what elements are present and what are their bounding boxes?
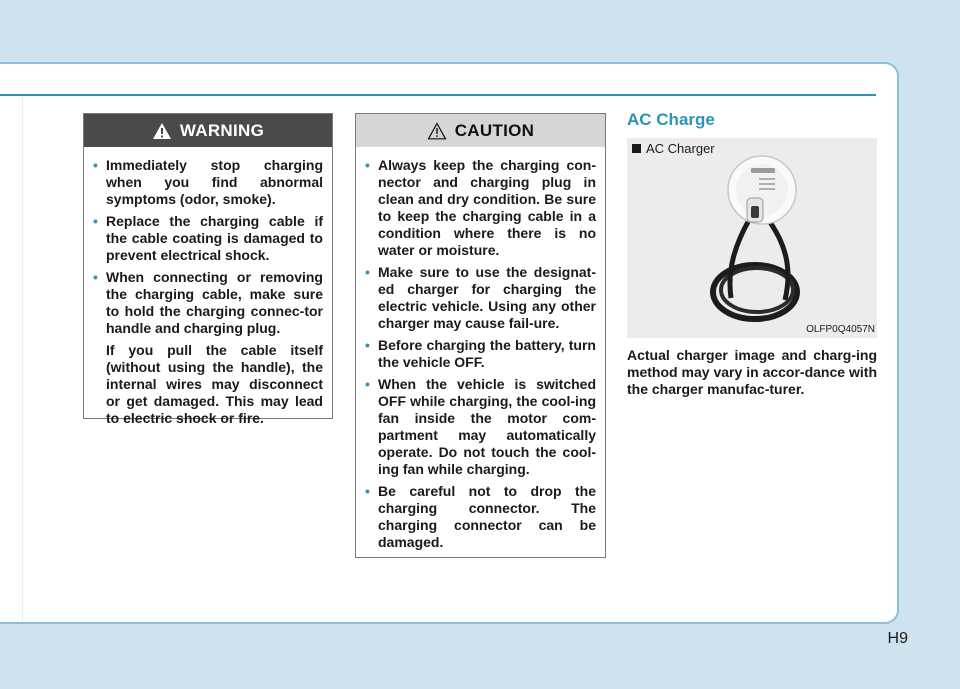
margin-line	[22, 96, 23, 622]
bullet-icon: •	[365, 376, 370, 392]
caution-item	[365, 264, 596, 332]
caution-item	[365, 376, 596, 478]
warning-item	[93, 213, 323, 264]
warning-title: WARNING	[179, 120, 265, 140]
warning-item	[93, 269, 323, 427]
caution-item-text: Make sure to use the designat-ed charger for charging the electric vehicle. Using any other charger may cause fail-ure.	[378, 264, 596, 331]
caution-item-text: Always keep the charging con-nector and charging plug in clean and dry condition. Be sure to keep the charging cable in a condition where there is no water or moisture.	[378, 157, 596, 258]
bullet-icon: •	[365, 337, 370, 353]
warning-item-subtext: If you pull the cable itself (without using the handle), the internal wires may disconnect or get damaged. This may lead to electric shock or fire.	[106, 342, 323, 426]
page-number: H9	[887, 630, 908, 647]
warning-item-text: Replace the charging cable if the cable coating is damaged to prevent electrical shock.	[106, 213, 323, 263]
bullet-icon: •	[365, 264, 370, 280]
bullet-icon: •	[93, 213, 98, 229]
warning-box	[83, 113, 333, 426]
square-bullet-icon	[632, 144, 641, 153]
caution-header	[356, 114, 605, 147]
bullet-icon: •	[93, 157, 98, 173]
caution-title: CAUTION	[454, 120, 535, 140]
caution-item-text: Before charging the battery, turn the vehicle OFF.	[378, 337, 596, 370]
caution-item-text: When the vehicle is switched OFF while charging, the cool-ing fan inside the motor com-partment may automatically operate. Do not touch the cool-ing fan while charging.	[378, 376, 596, 477]
figure-code: OLFP0Q4057N	[806, 324, 875, 335]
caution-triangle-icon	[427, 122, 447, 140]
warning-header	[84, 114, 332, 147]
ac-charger-illustration	[697, 150, 827, 325]
body-text: Actual charger image and charg-ing method may vary in accor-dance with the charger manufac-turer.	[627, 347, 877, 397]
warning-triangle-icon	[152, 122, 172, 140]
warning-item-text: Immediately stop charging when you find abnormal symptoms (odor, smoke).	[106, 157, 323, 207]
top-rule	[0, 94, 876, 96]
bullet-icon: •	[93, 269, 98, 285]
warning-list	[84, 147, 332, 427]
caution-box	[355, 113, 606, 558]
figure-caption-text: AC Charger	[646, 141, 715, 156]
caution-item-text: Be careful not to drop the charging connector. The charging connector can be damaged.	[378, 483, 596, 550]
charger-figure	[627, 138, 877, 338]
bullet-icon: •	[365, 483, 370, 499]
bullet-icon: •	[365, 157, 370, 173]
warning-item	[93, 157, 323, 208]
caution-list	[356, 147, 605, 551]
caution-item	[365, 157, 596, 259]
caution-item	[365, 337, 596, 371]
caution-item	[365, 483, 596, 551]
warning-item-text: When connecting or removing the charging cable, make sure to hold the charging connec-tor handle and charging plug.	[106, 269, 323, 336]
section-title: AC Charge	[627, 110, 715, 129]
